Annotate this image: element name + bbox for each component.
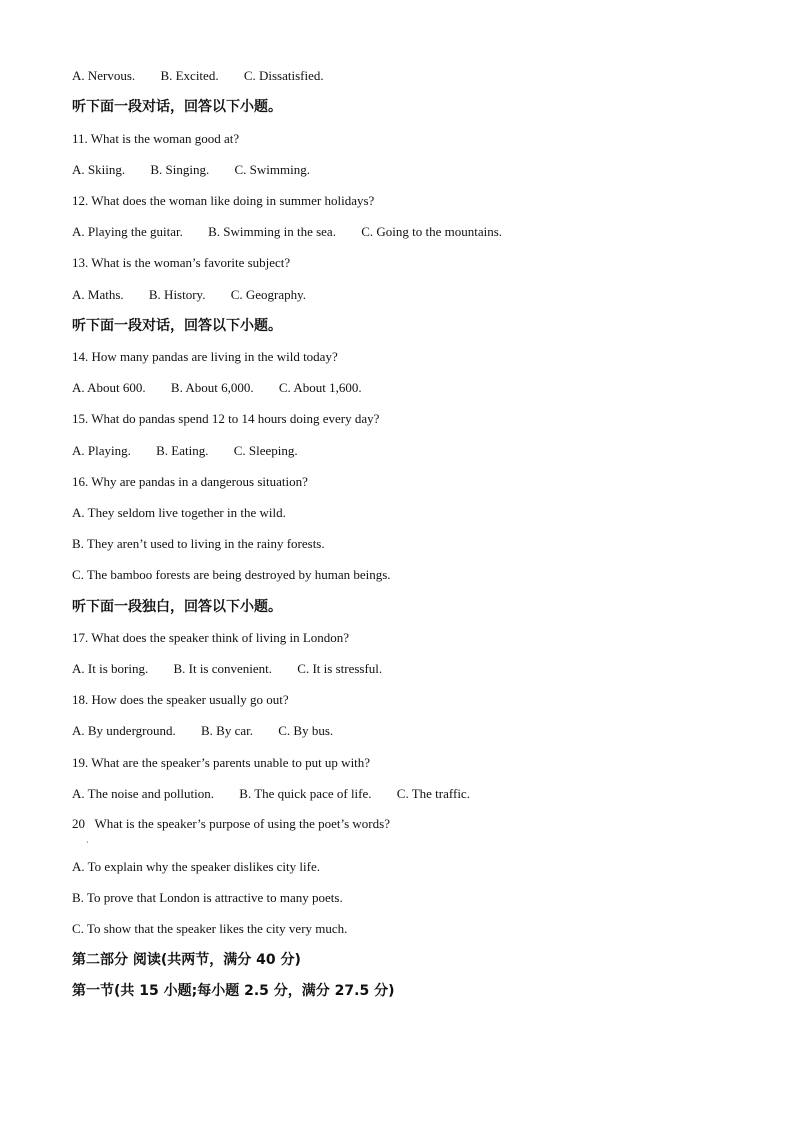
- q12-options-row: [72, 224, 502, 240]
- question-15: 15. What do pandas spend 12 to 14 hours doing every day?: [72, 411, 380, 426]
- option-c: C. About 1,600.: [278, 380, 362, 395]
- option-a: A. To explain why the speaker dislikes city life.: [72, 859, 320, 874]
- option-b: B. Singing.: [150, 162, 210, 177]
- question-17: 17. What does the speaker think of living in London?: [72, 630, 350, 645]
- question-13: 13. What is the woman’s favorite subject?: [72, 255, 291, 270]
- q15-options-row: [72, 443, 298, 459]
- q13-options-row: [72, 287, 306, 303]
- option-b: B. Swimming in the sea.: [208, 224, 336, 239]
- question-14: 14. How many pandas are living in the wild today?: [72, 349, 338, 364]
- section-title: 第一节(共 15 小题;每小题 2.5 分，满分 27.5 分): [72, 983, 395, 999]
- question-12: 12. What does the woman like doing in summer holidays?: [72, 193, 375, 208]
- q19-options-row: [72, 786, 470, 802]
- question-16: 16. Why are pandas in a dangerous situation?: [72, 474, 308, 489]
- option-c: C. By bus.: [278, 723, 334, 738]
- option-b: B. It is convenient.: [173, 661, 273, 676]
- option-b: B. About 6,000.: [170, 380, 254, 395]
- option-b: B. The quick pace of life.: [239, 786, 372, 801]
- question-18: 18. How does the speaker usually go out?: [72, 692, 289, 707]
- option-c: C. Sleeping.: [233, 443, 298, 458]
- option-c: C. The traffic.: [396, 786, 470, 801]
- section-instruction: 听下面一段独白，回答以下小题。: [72, 599, 282, 615]
- section-instruction: 听下面一段对话，回答以下小题。: [72, 99, 282, 115]
- option-c: C. To show that the speaker likes the city very much.: [72, 921, 348, 936]
- stray-mark: ·: [86, 838, 89, 847]
- option-a: A. The noise and pollution.: [72, 786, 215, 801]
- q17-options-row: [72, 661, 382, 677]
- option-b: B. History.: [148, 287, 206, 302]
- question-20: 20 What is the speaker’s purpose of using the poet’s words?: [72, 816, 390, 831]
- option-a: A. They seldom live together in the wild.: [72, 505, 286, 520]
- q18-options-row: [72, 723, 333, 739]
- part-title: 第二部分 阅读(共两节，满分 40 分): [72, 952, 301, 968]
- option-b: B. Excited.: [160, 68, 219, 83]
- option-c: C. Swimming.: [234, 162, 310, 177]
- option-b: B. To prove that London is attractive to many poets.: [72, 890, 343, 905]
- question-11: 11. What is the woman good at?: [72, 131, 240, 146]
- option-a: A. Playing the guitar.: [72, 224, 183, 239]
- option-c: C. Geography.: [230, 287, 307, 302]
- option-c: C. Going to the mountains.: [361, 224, 503, 239]
- option-a: A. It is boring.: [72, 661, 149, 676]
- option-a: A. Maths.: [72, 287, 124, 302]
- option-a: A. Nervous.: [72, 68, 136, 83]
- section-instruction: 听下面一段对话，回答以下小题。: [72, 318, 282, 334]
- option-c: C. Dissatisfied.: [243, 68, 324, 83]
- option-a: A. Playing.: [72, 443, 131, 458]
- option-a: A. Skiing.: [72, 162, 126, 177]
- option-b: B. They aren’t used to living in the rainy forests.: [72, 536, 325, 551]
- q14-options-row: [72, 380, 362, 396]
- option-a: A. By underground.: [72, 723, 176, 738]
- option-a: A. About 600.: [72, 380, 146, 395]
- q10-options-row: [72, 68, 324, 84]
- option-c: C. It is stressful.: [297, 661, 383, 676]
- question-19: 19. What are the speaker’s parents unable to put up with?: [72, 755, 371, 770]
- option-b: B. By car.: [201, 723, 254, 738]
- option-c: C. The bamboo forests are being destroyed by human beings.: [72, 567, 391, 582]
- option-b: B. Eating.: [156, 443, 209, 458]
- q11-options-row: [72, 162, 310, 178]
